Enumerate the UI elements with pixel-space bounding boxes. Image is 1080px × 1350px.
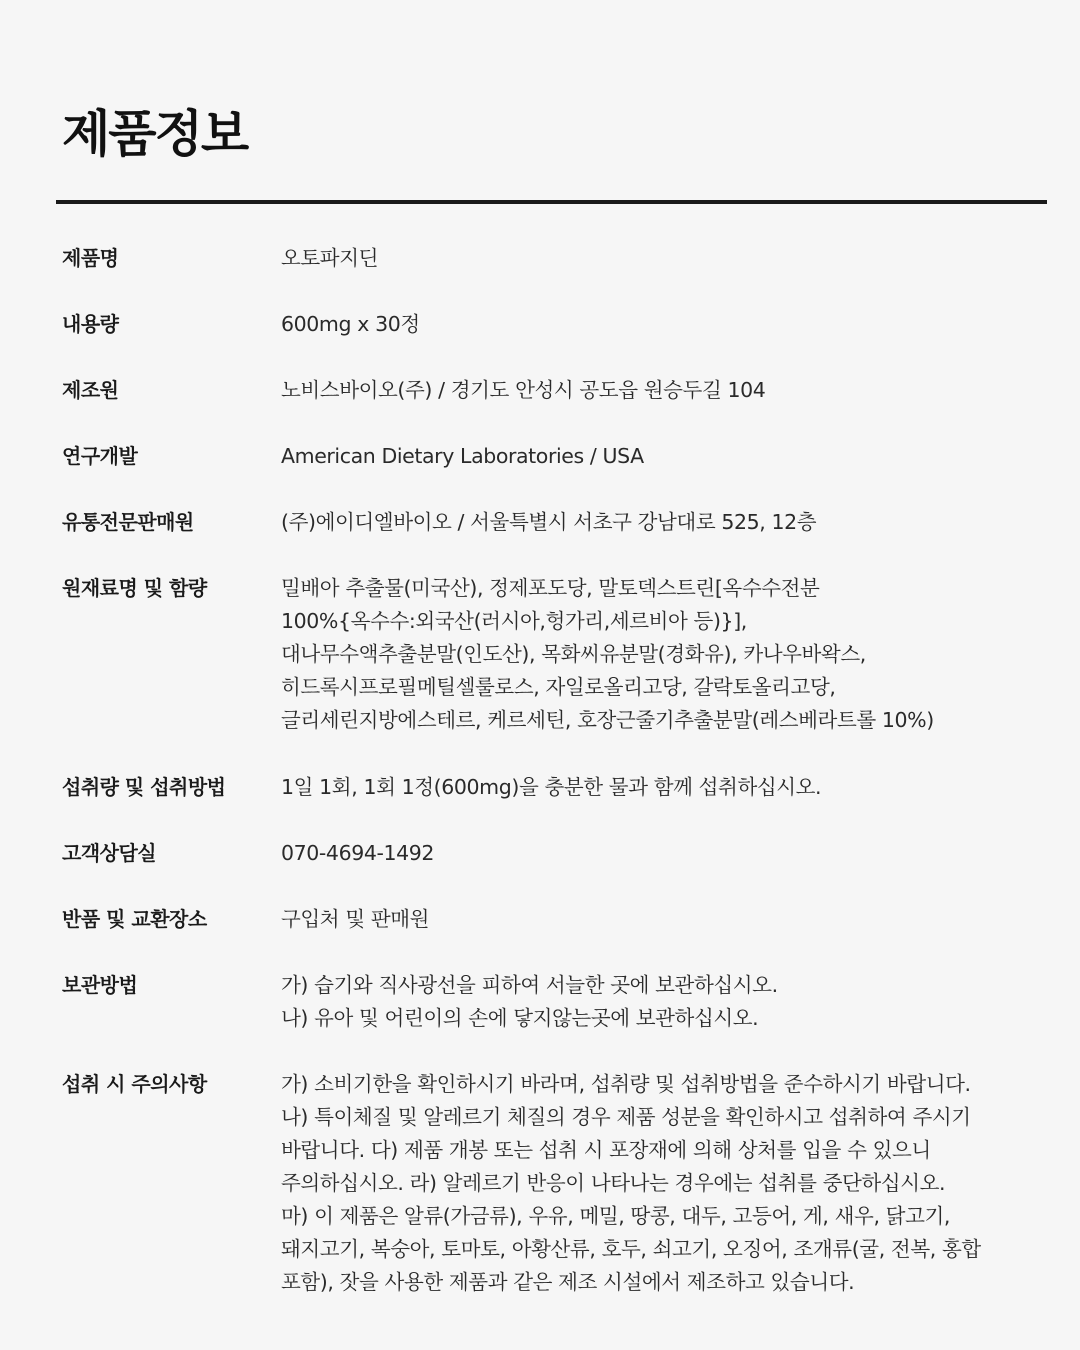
row-label: 원재료명 및 함량 [62,576,207,600]
value-line: 주의하십시오. 라) 알레르기 반응이 나타나는 경우에는 섭취를 중단하십시오. [281,1171,946,1195]
row-label: 반품 및 교환장소 [62,907,207,931]
row-label: 고객상담실 [62,841,157,865]
value-line: American Dietary Laboratories / USA [281,444,644,468]
row-value [281,440,1033,473]
value-line: 바랍니다. 다) 제품 개봉 또는 섭취 시 포장재에 의해 상처를 입을 수 있으니 [281,1138,931,1162]
row-label: 섭취 시 주의사항 [62,1072,207,1096]
value-line: 600mg x 30정 [281,312,420,336]
row-label: 보관방법 [62,973,138,997]
value-line: 가) 습기와 직사광선을 피하여 서늘한 곳에 보관하십시오. [281,973,778,997]
value-line: (주)에이디엘바이오 / 서울특별시 서초구 강남대로 525, 12층 [281,510,817,534]
value-line: 가) 소비기한을 확인하시기 바라며, 섭취량 및 섭취방법을 준수하시기 바랍니다. [281,1072,971,1096]
row-value [281,1068,1033,1299]
value-line: 돼지고기, 복숭아, 토마토, 아황산류, 호두, 쇠고기, 오징어, 조개류(굴, 전복, 홍합 [281,1237,981,1261]
row-label: 연구개발 [62,444,138,468]
row-label: 섭취량 및 섭취방법 [62,775,226,799]
value-line: 오토파지딘 [281,246,379,270]
row-value [281,572,1033,737]
row-value [281,308,1033,341]
row-label: 유통전문판매원 [62,510,194,534]
value-line: 밀배아 추출물(미국산), 정제포도당, 말토덱스트린[옥수수전분 [281,576,820,600]
row-label: 내용량 [62,312,119,336]
row-value [281,374,1033,407]
value-line: 글리세린지방에스테르, 케르세틴, 호장근줄기추출분말(레스베라트롤 10%) [281,708,934,732]
value-line: 100%{옥수수:외국산(러시아,헝가리,세르비아 등)}], [281,609,747,633]
value-line: 1일 1회, 1회 1정(600mg)을 충분한 물과 함께 섭취하십시오. [281,775,822,799]
title-divider [56,200,1047,204]
row-value [281,242,1033,275]
row-value [281,969,1033,1035]
value-line: 포함), 잣을 사용한 제품과 같은 제조 시설에서 제조하고 있습니다. [281,1270,855,1294]
row-value [281,506,1033,539]
value-line: 나) 유아 및 어린이의 손에 닿지않는곳에 보관하십시오. [281,1006,759,1030]
value-line: 히드록시프로필메틸셀룰로스, 자일로올리고당, 갈락토올리고당, [281,675,836,699]
row-value [281,903,1033,936]
value-line: 구입처 및 판매원 [281,907,430,931]
row-label: 제조원 [62,378,119,402]
page-title: 제품정보 [62,105,248,163]
row-value [281,771,1033,804]
value-line: 070-4694-1492 [281,841,435,865]
value-line: 마) 이 제품은 알류(가금류), 우유, 메밀, 땅콩, 대두, 고등어, 게, 새우, 닭고기, [281,1204,951,1228]
value-line: 노비스바이오(주) / 경기도 안성시 공도읍 원승두길 104 [281,378,766,402]
value-line: 나) 특이체질 및 알레르기 체질의 경우 제품 성분을 확인하시고 섭취하여 주시기 [281,1105,971,1129]
row-label: 제품명 [62,246,119,270]
value-line: 대나무수액추출분말(인도산), 목화씨유분말(경화유), 카나우바왁스, [281,642,866,666]
row-value [281,837,1033,870]
